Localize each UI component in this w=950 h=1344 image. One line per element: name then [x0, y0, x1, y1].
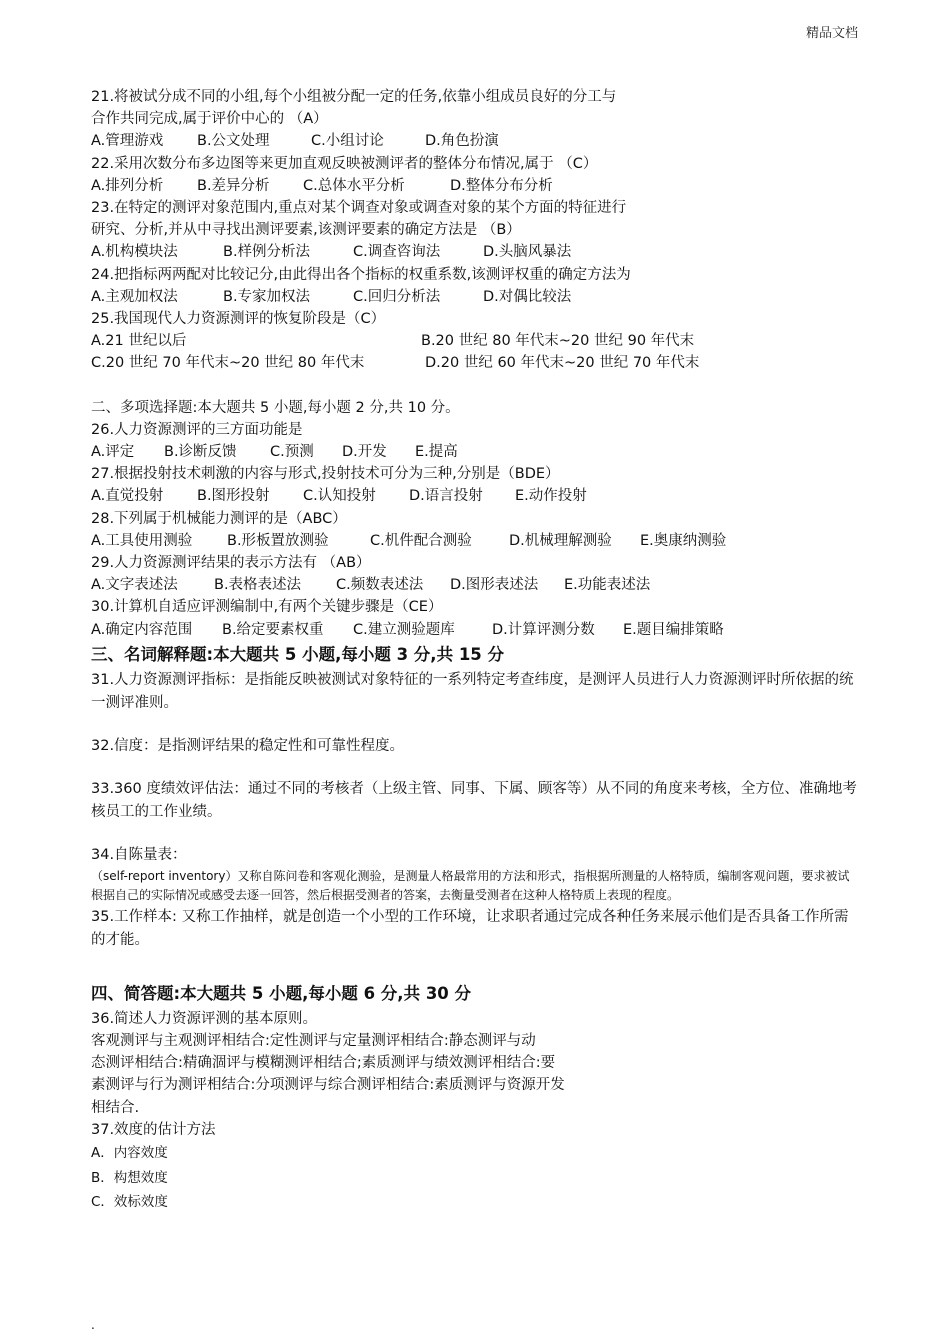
q29-option-e: E.功能表述法	[564, 577, 651, 594]
q31-text: 31.人力资源测评指标：是指能反映被测试对象特征的一系列特定考查纬度，是测评人员进行人力资源测评时所依据的统一测评准则。	[91, 671, 854, 711]
q30-option-d: D.计算评测分数	[492, 621, 595, 638]
q27-line1: 27.根据投射技术刺激的内容与形式,投射技术可分为三种,分别是（BDE）	[91, 466, 560, 483]
q36-line1: 客观测评与主观测评相结合:定性测评与定量测评相结合:静态测评与动	[91, 1033, 536, 1050]
q21-option-a: A.管理游戏	[91, 133, 164, 150]
q23-option-c: C.调查咨询法	[353, 244, 441, 261]
section3-title: 三、名词解释题:本大题共 5 小题,每小题 3 分,共 15 分	[91, 644, 505, 664]
q21-line1: 21.将被试分成不同的小组,每个小组被分配一定的任务,依靠小组成员良好的分工与	[91, 89, 617, 105]
q24-option-c: C.回归分析法	[353, 288, 441, 305]
q35-text: 35.工作样本: 又称工作抽样，就是创造一个小型的工作环境，让求职者通过完成各种任务来展示他们是否具备工作所需的才能。	[91, 908, 849, 948]
q23-options	[91, 241, 861, 263]
q21-option-d: D.角色扮演	[425, 133, 499, 150]
q36-line3: 素测评与行为测评相结合:分项测评与综合测评相结合:素质测评与资源开发	[91, 1077, 565, 1094]
q29-option-a: A.文字表述法	[91, 577, 178, 594]
q21-options	[91, 130, 861, 152]
q27-options	[91, 485, 861, 507]
q32-text: 32.信度：是指测评结果的稳定性和可靠性程度。	[91, 737, 405, 754]
q30-option-b: B.给定要素权重	[222, 621, 324, 638]
q33-text: 33.360 度绩效评估法：通过不同的考核者（上级主管、同事、下属、顾客等）从不同的角度来考核，全方位、准确地考核员工的工作业绩。	[91, 780, 857, 820]
q29-options	[91, 574, 861, 596]
q25-option-a: A.21 世纪以后	[91, 333, 187, 350]
q25-options-row2	[91, 352, 861, 374]
q28-option-c: C.机件配合测验	[370, 532, 472, 549]
q36-line2: 态测评相结合:精确涸评与模糊测评相结合;素质测评与绩效测评相结合:要	[91, 1055, 556, 1072]
q21-line2: 合作共同完成,属于评价中心的 （A）	[91, 111, 328, 128]
q27-option-e: E.动作投射	[515, 488, 587, 505]
q27-option-c: C.认知投射	[303, 488, 376, 505]
q26-line1: 26.人力资源测评的三方面功能是	[91, 421, 303, 438]
q23-option-d: D.头脑风暴法	[483, 244, 572, 261]
q24-line1: 24.把指标两两配对比较记分,由此得出各个指标的权重系数,该测评权重的确定方法为	[91, 266, 631, 283]
q24-option-a: A.主观加权法	[91, 288, 178, 305]
q37-item-a: A．内容效度	[91, 1145, 168, 1162]
q27-option-a: A.直觉投射	[91, 488, 164, 505]
q28-option-e: E.奥康纳测验	[640, 532, 727, 549]
q25-option-c: C.20 世纪 70 年代末~20 世纪 80 年代末	[91, 355, 365, 372]
q26-option-d: D.开发	[342, 444, 387, 461]
q26-option-c: C.预测	[270, 444, 314, 461]
q28-option-b: B.形板置放测验	[227, 532, 329, 549]
page-header-label: 精品文档	[805, 26, 858, 41]
q28-option-d: D.机械理解测验	[509, 532, 612, 549]
q34-title: 34.自陈量表：	[91, 846, 187, 863]
section4-title: 四、简答题:本大题共 5 小题,每小题 6 分,共 30 分	[91, 983, 472, 1003]
q36-line4: 相结合.	[91, 1099, 140, 1116]
q37-item-b: B．构想效度	[91, 1169, 168, 1186]
q28-options	[91, 530, 861, 552]
q29-option-b: B.表格表述法	[214, 577, 302, 594]
q26-option-e: E.提高	[415, 444, 458, 461]
q22-option-d: D.整体分布分析	[450, 177, 553, 194]
q22-line1: 22.采用次数分布多边图等来更加直观反映被测评者的整体分布情况,属于 （C）	[91, 155, 598, 172]
q22-option-a: A.排列分析	[91, 177, 164, 194]
q24-options	[91, 286, 861, 308]
q29-option-d: D.图形表述法	[450, 577, 539, 594]
q25-option-d: D.20 世纪 60 年代末~20 世纪 70 年代末	[425, 355, 700, 372]
q23-option-a: A.机构模块法	[91, 244, 178, 261]
q25-option-b: B.20 世纪 80 年代末~20 世纪 90 年代末	[421, 333, 695, 350]
q36-title: 36.简述人力资源评测的基本原则。	[91, 1010, 318, 1027]
q29-line1: 29.人力资源测评结果的表示方法有 （AB）	[91, 555, 371, 572]
q30-option-e: E.题目编排策略	[623, 621, 724, 638]
q22-option-c: C.总体水平分析	[303, 177, 405, 194]
q24-option-d: D.对偶比较法	[483, 288, 572, 305]
q25-line1: 25.我国现代人力资源测评的恢复阶段是（C）	[91, 311, 386, 328]
q37-item-c: C．效标效度	[91, 1194, 168, 1211]
q34-text: （self-report inventory）又称自陈问卷和客观化测验，是测量人格最常用的方法和形式，指根据所测量的人格特质，编制客观问题，要求被试根据自己的实际情况或感受去逐一回答，然后根据受测者的答案，去衡量受测者在这种人格特质上表现的程度。	[91, 868, 850, 903]
q26-option-b: B.诊断反馈	[164, 444, 237, 461]
q21-option-c: C.小组讨论	[311, 133, 384, 150]
q26-option-a: A.评定	[91, 444, 135, 461]
q21-option-b: B.公文处理	[197, 133, 270, 150]
q37-title: 37.效度的估计方法	[91, 1121, 216, 1138]
q30-options	[91, 619, 861, 641]
q27-option-b: B.图形投射	[197, 488, 270, 505]
q30-option-a: A.确定内容范围	[91, 621, 193, 638]
q30-line1: 30.计算机自适应评测编制中,有两个关键步骤是（CE）	[91, 599, 443, 616]
q26-options	[91, 441, 861, 463]
q30-option-c: C.建立测验题库	[353, 621, 455, 638]
q28-line1: 28.下列属于机械能力测评的是（ABC）	[91, 510, 347, 527]
q22-option-b: B.差异分析	[197, 177, 270, 194]
q25-options-row1	[91, 330, 861, 352]
q23-line1: 23.在特定的测评对象范围内,重点对某个调查对象或调查对象的某个方面的特征进行	[91, 200, 627, 217]
q24-option-b: B.专家加权法	[223, 288, 311, 305]
q28-option-a: A.工具使用测验	[91, 532, 193, 549]
spacer	[91, 375, 861, 397]
q23-line2: 研究、分析,并从中寻找出测评要素,该测评要素的确定方法是 （B）	[91, 222, 521, 239]
footer-dot: .	[91, 1318, 95, 1332]
q23-option-b: B.样例分析法	[223, 244, 311, 261]
document-body	[91, 86, 861, 1215]
q27-option-d: D.语言投射	[409, 488, 483, 505]
q29-option-c: C.频数表述法	[336, 577, 424, 594]
section2-title: 二、多项选择题:本大题共 5 小题,每小题 2 分,共 10 分。	[91, 399, 460, 416]
q22-options	[91, 175, 861, 197]
